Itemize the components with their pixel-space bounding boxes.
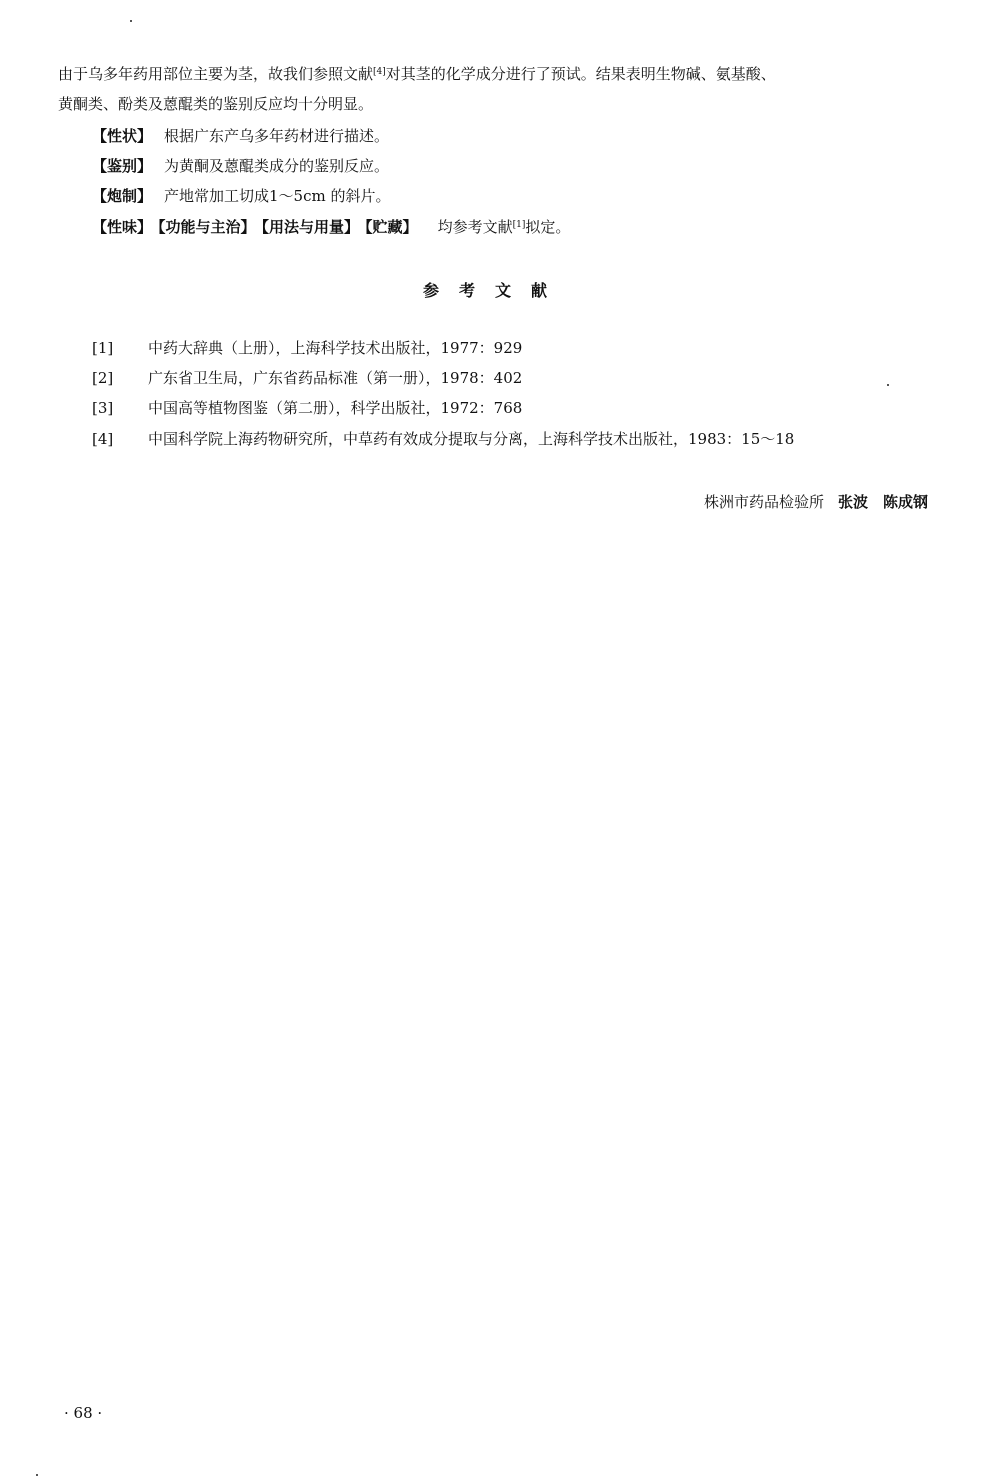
reference-number: [1] [92,339,114,357]
field-tag: 【鉴别】 [92,157,153,175]
author-organization: 株洲市药品检验所 [703,493,824,511]
field-tag: 【贮藏】 [365,218,418,236]
reference-text: 中国科学院上海药物研究所，中草药有效成分提取与分离，上海科学技术出版社，1983：15～18 [148,430,795,448]
reference-item [92,338,522,358]
field-processing [92,186,391,206]
reference-number: [3] [92,399,114,417]
reference-text: 广东省卫生局，广东省药品标准（第一册），1978：402 [148,369,523,387]
field-text: 产地常加工切成1～5cm 的斜片。 [164,187,391,205]
field-text: 均参考文献 [437,218,513,236]
body-text: 对其茎的化学成分进行了预试。结果表明生物碱、氨基酸、 [385,65,776,83]
reference-item [92,398,522,418]
author-line [704,491,928,512]
body-text: 由于乌多年药用部位主要为茎，故我们参照文献 [58,65,374,83]
field-tag: 【功能与主治】 [158,218,256,236]
body-paragraph-line-1 [58,64,776,84]
scan-speck [887,384,889,386]
body-paragraph-line-2: 黄酮类、酚类及蒽醌类的鉴别反应均十分明显。 [58,95,374,113]
references-heading: 参考文献 [422,281,567,300]
field-text: 拟定。 [525,218,571,236]
scan-speck [130,20,132,22]
reference-number: [4] [92,430,114,448]
field-tag: 【性状】 [92,127,153,145]
field-identification [92,156,389,176]
field-character [92,126,389,146]
reference-text: 中国高等植物图鉴（第二册），科学出版社，1972：768 [148,399,523,417]
author-names: 张波 陈成钢 [837,493,928,511]
reference-item [92,368,522,388]
field-tag: 【用法与用量】 [261,218,360,236]
field-tag: 【性味】 [92,218,153,236]
field-tag-group [92,218,424,236]
reference-number: [2] [92,369,114,387]
field-tag: 【炮制】 [92,187,153,205]
scan-speck [36,1474,38,1476]
reference-item [92,429,794,449]
citation-superscript: [4] [373,67,386,77]
reference-text: 中药大辞典（上册），上海科学技术出版社，1977：929 [148,339,523,357]
citation-superscript: [1] [512,220,526,230]
field-text: 根据广东产乌多年药材进行描述。 [164,127,390,145]
page-number: · 68 · [64,1404,103,1422]
field-text: 为黄酮及蒽醌类成分的鉴别反应。 [164,157,390,175]
field-combined [92,217,570,237]
